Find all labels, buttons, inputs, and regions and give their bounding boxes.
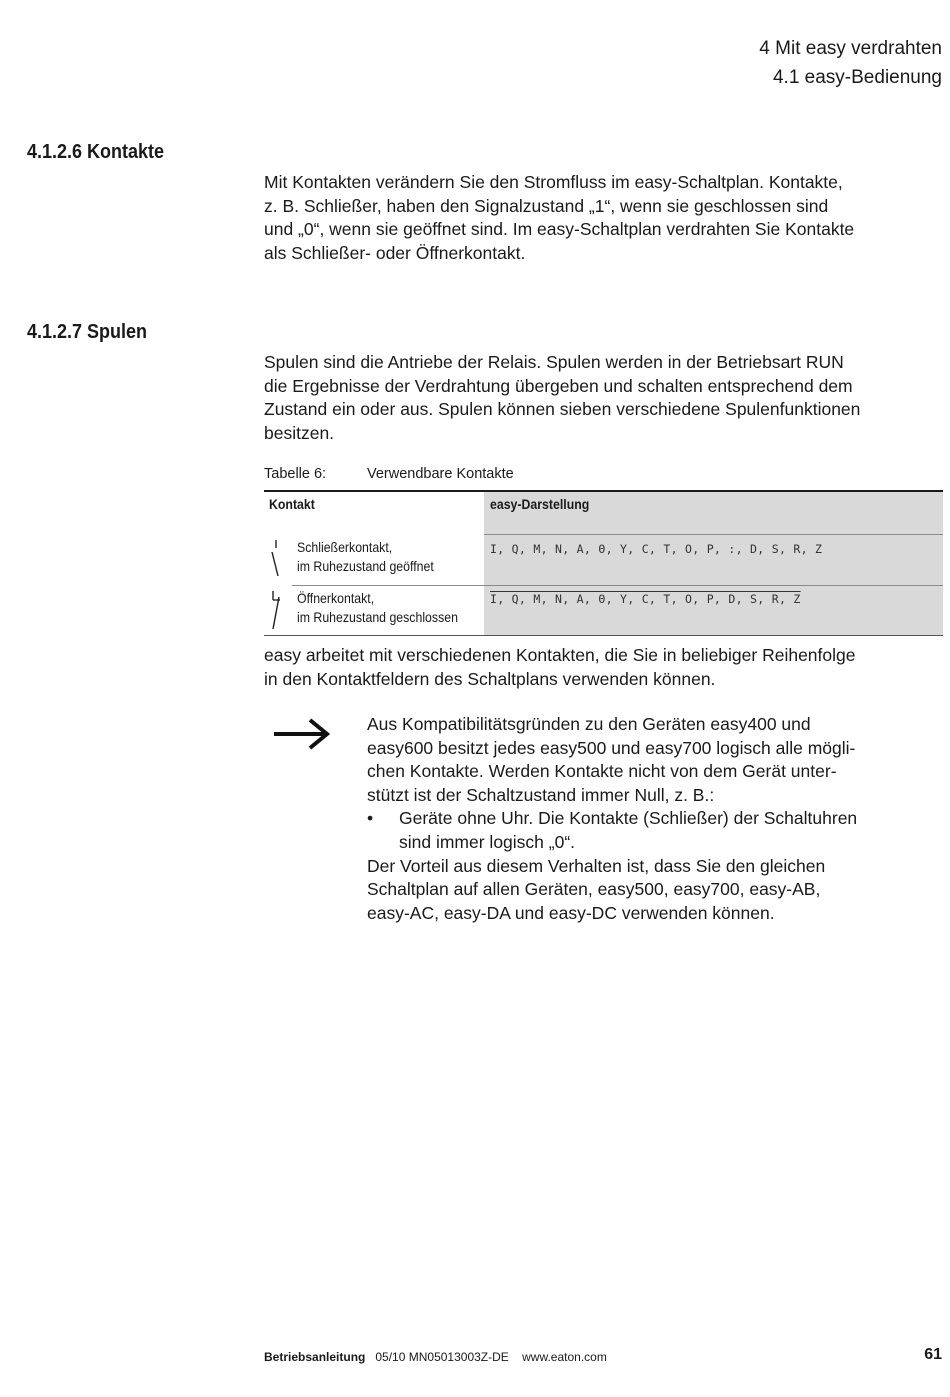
- running-header-section: 4.1 easy-Bedienung: [772, 67, 942, 88]
- row-schliesser-label: [297, 538, 434, 575]
- text-line: Der Vorteil aus diesem Verhalten ist, dass Sie den gleichen: [367, 855, 826, 876]
- row-oeffner-line2: im Ruhezustand geschlossen: [297, 608, 458, 625]
- row-schliesser-line1: Schließerkontakt,: [297, 539, 393, 555]
- compatibility-note: [367, 713, 937, 925]
- text-line: Spulen sind die Antriebe der Relais. Spulen werden in der Betriebsart RUN: [264, 352, 844, 372]
- page-footer: [264, 1350, 607, 1364]
- normally-closed-contact-icon: [267, 591, 285, 633]
- spulen-paragraph: [264, 351, 944, 445]
- contacts-table: [264, 490, 943, 637]
- running-header-chapter: 4 Mit easy verdrahten: [759, 38, 942, 59]
- table-bottom-rule: [264, 635, 943, 636]
- table-shaded-column: [484, 492, 943, 635]
- text-line: Schaltplan auf allen Geräten, easy500, easy700, easy-AB,: [367, 879, 821, 900]
- text-line: easy600 besitzt jedes easy500 und easy700 logisch alle mögli-: [367, 737, 856, 758]
- text-line: die Ergebnisse der Verdrahtung übergeben und schalten entsprechend dem: [264, 375, 853, 396]
- row-oeffner-label: [297, 589, 458, 626]
- normally-open-contact-icon: [267, 540, 285, 580]
- kontakte-paragraph: [264, 171, 944, 265]
- table-caption-label: Tabelle 6:: [264, 466, 327, 482]
- negated-codes: I, Q, M, N, A, Θ, Y, C, T, O, P, D, S, R, Z: [490, 592, 801, 606]
- after-table-paragraph: [264, 644, 944, 691]
- table-header-separator: [484, 534, 943, 535]
- table-caption: [264, 466, 514, 482]
- text-line: besitzen.: [264, 422, 335, 443]
- row-oeffner-codes: [490, 592, 801, 606]
- text-line: Mit Kontakten verändern Sie den Stromfluss im easy-Schaltplan. Kontakte,: [264, 172, 843, 192]
- bullet-item: [367, 807, 937, 854]
- footer-url: www.eaton.com: [522, 1350, 607, 1364]
- text-line: Zustand ein oder aus. Spulen können sieben verschiedene Spulenfunktionen: [264, 399, 861, 420]
- text-line: sind immer logisch „0“.: [399, 831, 576, 852]
- text-line: in den Kontaktfeldern des Schaltplans verwenden können.: [264, 668, 716, 689]
- table-header-darstellung: easy-Darstellung: [490, 496, 590, 512]
- table-row-separator: [292, 585, 943, 586]
- text-line: stützt ist der Schaltzustand immer Null, z. B.:: [367, 784, 715, 805]
- arrow-right-icon: [272, 716, 332, 752]
- table-header-kontakt: Kontakt: [269, 496, 315, 512]
- footer-doc-type: Betriebsanleitung: [264, 1350, 366, 1364]
- row-schliesser-line2: im Ruhezustand geöffnet: [297, 557, 434, 574]
- text-line: chen Kontakte. Werden Kontakte nicht von dem Gerät unter-: [367, 761, 837, 782]
- bullet-text: [399, 807, 857, 854]
- text-line: Aus Kompatibilitätsgründen zu den Geräten easy400 und: [367, 714, 811, 734]
- text-line: easy arbeitet mit verschiedenen Kontakten, die Sie in beliebiger Reihenfolge: [264, 645, 856, 665]
- table-top-rule: [264, 490, 943, 492]
- footer-doc-id: 05/10 MN05013003Z-DE: [375, 1350, 509, 1364]
- text-line: Geräte ohne Uhr. Die Kontakte (Schließer) der Schaltuhren: [399, 808, 858, 829]
- page-number: 61: [924, 1346, 942, 1363]
- text-line: als Schließer- oder Öffnerkontakt.: [264, 242, 526, 263]
- section-heading-kontakte: 4.1.2.6 Kontakte: [27, 141, 165, 163]
- section-heading-spulen: 4.1.2.7 Spulen: [27, 321, 148, 343]
- text-line: und „0“, wenn sie geöffnet sind. Im easy-Schaltplan verdrahten Sie Kontakte: [264, 219, 855, 240]
- text-line: easy-AC, easy-DA und easy-DC verwenden können.: [367, 902, 775, 923]
- row-schliesser-codes: I, Q, M, N, A, Θ, Y, C, T, O, P, :, D, S, R, Z: [490, 542, 823, 556]
- row-oeffner-line1: Öffnerkontakt,: [297, 590, 375, 606]
- text-line: z. B. Schließer, haben den Signalzustand „1“, wenn sie geschlossen sind: [264, 195, 829, 216]
- bullet-marker: •: [367, 808, 374, 829]
- table-caption-title: Verwendbare Kontakte: [367, 466, 514, 482]
